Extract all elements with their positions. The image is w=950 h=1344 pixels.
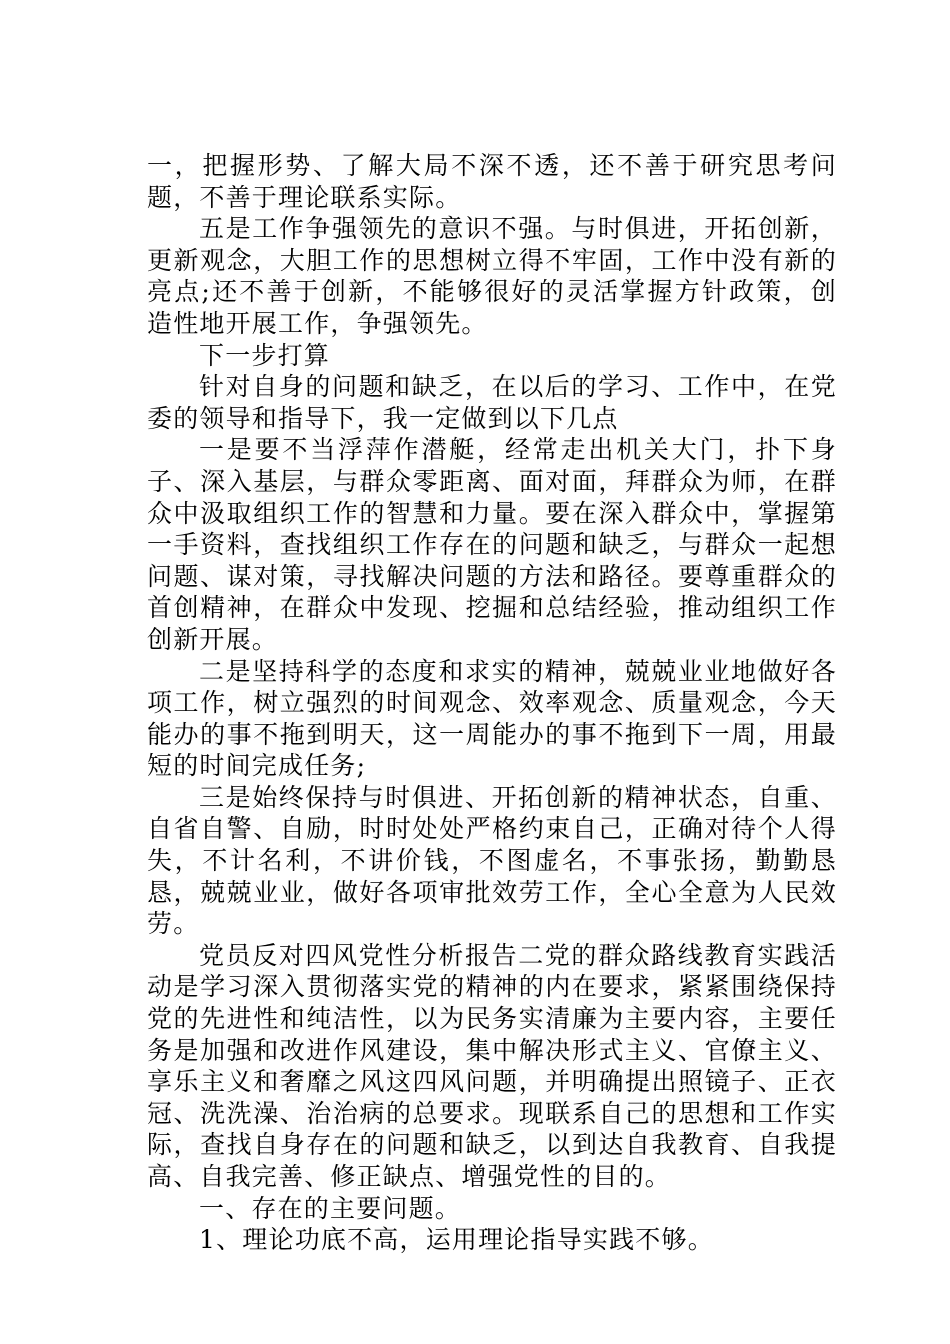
- list-item-1: 1、理论功底不高，运用理论指导实践不够。: [199, 1225, 714, 1255]
- paragraph-7: 三是始终保持与时俱进、开拓创新的精神状态，自重、自省自警、自励，时时处处严格约束自己，正确对待个人得失，不计名利，不讲价钱，不图虚名，不事张扬，勤勤恳恳，兢兢业业，做好各项审批效劳工作，全心全意为人民效劳。: [147, 782, 837, 939]
- paragraph-2: 五是工作争强领先的意识不强。与时俱进，开拓创新，更新观念，大胆工作的思想树立得不牢固，工作中没有新的亮点;还不善于创新，不能够很好的灵活掌握方针政策，创造性地开展工作，争强领先。: [147, 214, 837, 338]
- section-heading-next-steps: 下一步打算: [199, 340, 331, 370]
- paragraph-8: 党员反对四风党性分析报告二党的群众路线教育实践活动是学习深入贯彻落实党的精神的内在要求，紧紧围绕保持党的先进性和纯洁性，以为民务实清廉为主要内容，主要任务是加强和改进作风建设，集中解决形式主义、官僚主义、享乐主义和奢靡之风这四风问题，并明确提出照镜子、正衣冠、洗洗澡、治治病的总要求。现联系自己的思想和工作实际，查找自身存在的问题和缺乏，以到达自我教育、自我提高、自我完善、修正缺点、增强党性的目的。: [147, 940, 837, 1191]
- paragraph-5: 一是要不当浮萍作潜艇，经常走出机关大门，扑下身子、深入基层，与群众零距离、面对面，拜群众为师，在群众中汲取组织工作的智慧和力量。要在深入群众中，掌握第一手资料，查找组织工作存在的问题和缺乏，与群众一起想问题、谋对策，寻找解决问题的方法和路径。要尊重群众的首创精神，在群众中发现、挖掘和总结经验，推动组织工作创新开展。: [147, 435, 837, 654]
- paragraph-6: 二是坚持科学的态度和求实的精神，兢兢业业地做好各项工作，树立强烈的时间观念、效率观念、质量观念，今天能办的事不拖到明天，这一周能办的事不拖到下一周，用最短的时间完成任务;: [147, 656, 837, 781]
- paragraph-4: 针对自身的问题和缺乏，在以后的学习、工作中，在党委的领导和指导下，我一定做到以下几点: [147, 372, 837, 433]
- document-body: [147, 150, 837, 1256]
- paragraph-1: 一，把握形势、了解大局不深不透，还不善于研究思考问题，不善于理论联系实际。: [147, 151, 837, 212]
- section-heading-main-problems: 一、存在的主要问题。: [199, 1193, 462, 1223]
